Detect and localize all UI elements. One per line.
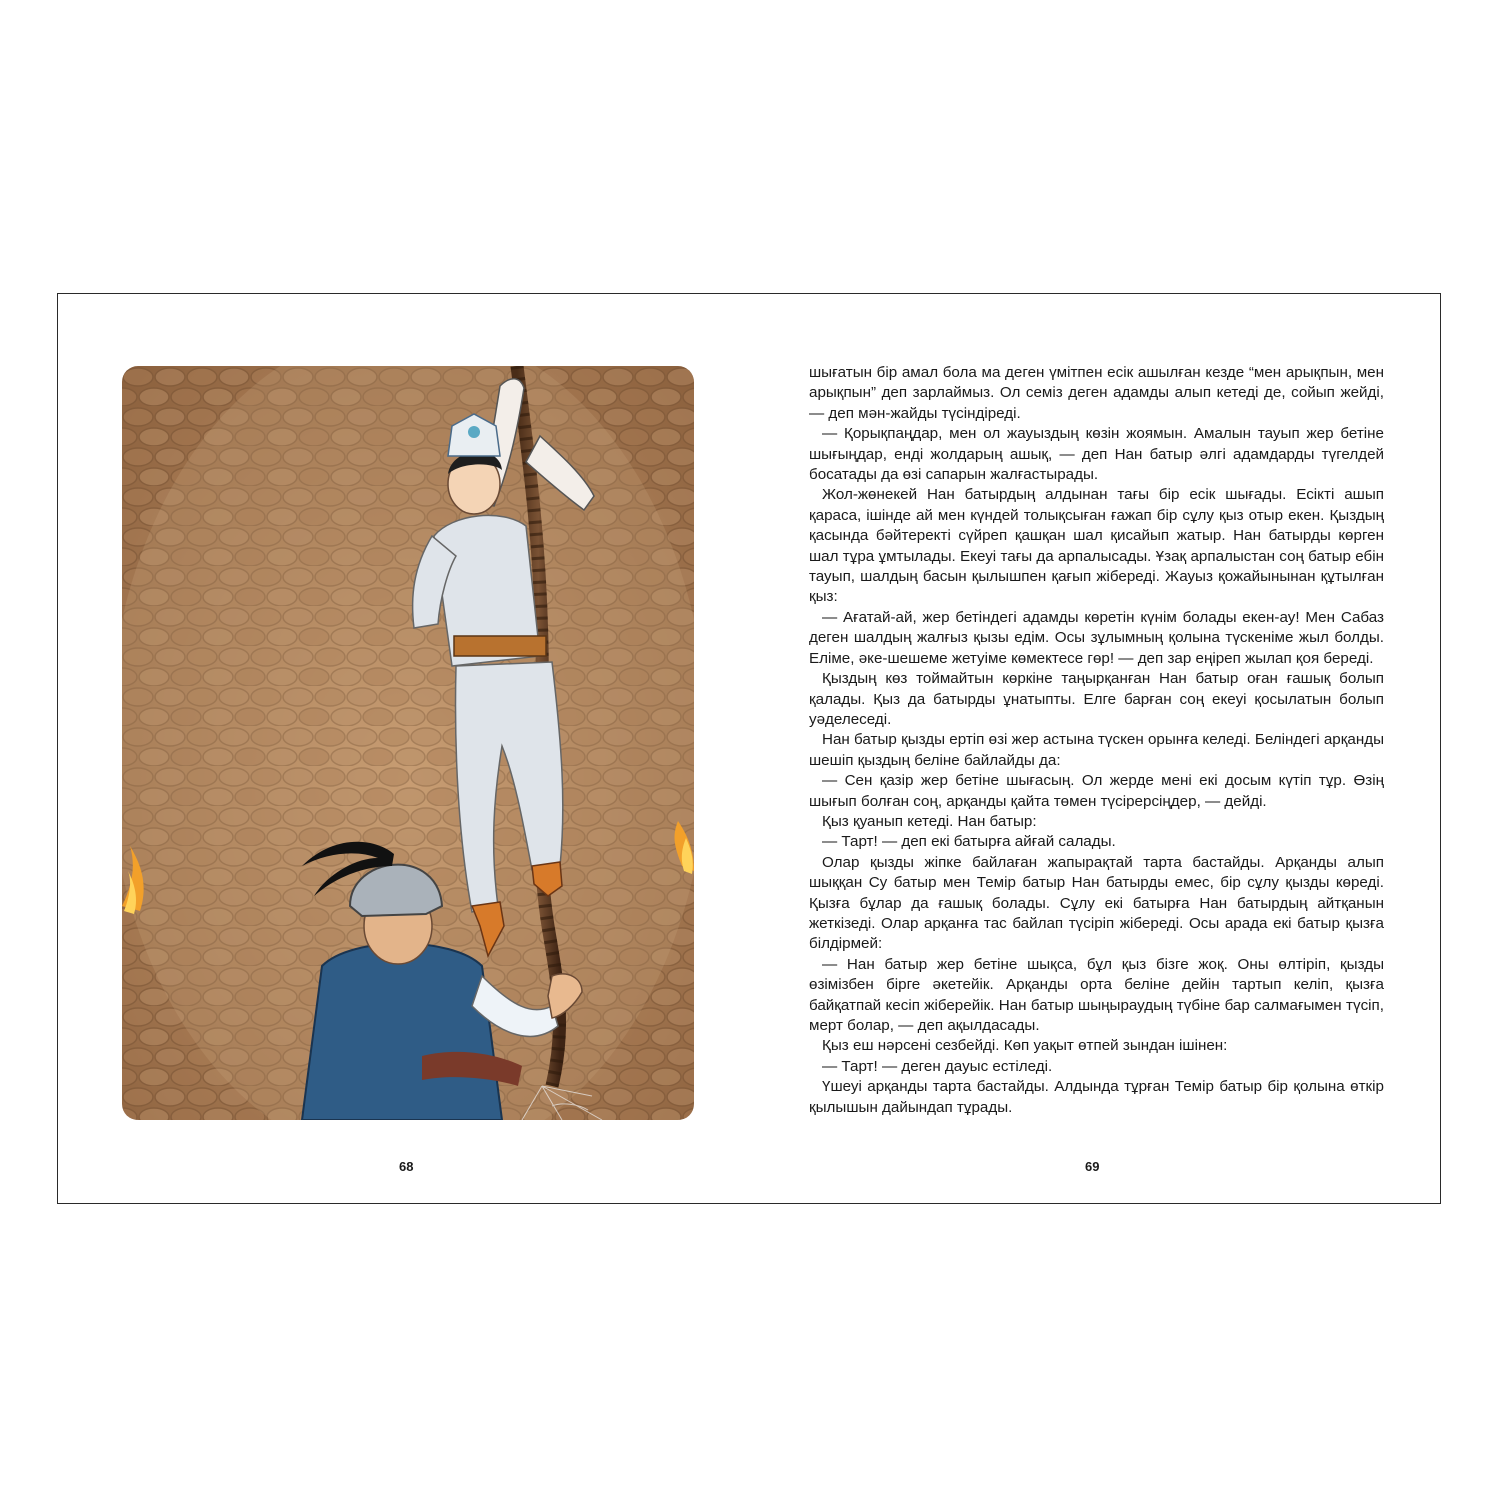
book-spread — [57, 293, 1441, 1204]
paragraph: Қыздың көз тоймайтын көркіне таңырқанған Нан батыр оған ғашық болып қалады. Қыз да батырды ұнатыпты. Елге барған соң екеуі қосылатын болып уәделеседі. — [809, 670, 1384, 728]
page-number-left: 68 — [399, 1159, 414, 1174]
paragraph: Нан батыр қызды ертіп өзі жер астына түскен орынға келеді. Беліндегі арқанды шешіп қыздың беліне байлайды да: — [809, 731, 1384, 769]
page-number-right: 69 — [1085, 1159, 1100, 1174]
paragraph: — Қорықпаңдар, мен ол жауыздың көзін жоямын. Амалын тауып жер бетіне шығыңдар, енді жолдарың ашық, — деп Нан батыр әлгі адамдарды түгелдей босатады да өзі сапарын жалғастырады. — [809, 425, 1384, 484]
paragraph: Олар қызды жіпке байлаған жапырақтай тарта бастайды. Арқанды алып шыққан Су батыр мен Темір батыр Нан батырды емес, бір сұлу қызды көреді. Қызға бұлар да ғашық болады. Сұлу екі батырға Нан батырдың айтқанын жеткізеді. Олар арқанға тас байлап түсіріп жібереді. Осы арада екі батыр қызға білдірмей: — [809, 853, 1384, 953]
illustration — [122, 366, 694, 1120]
belt — [454, 636, 546, 656]
paragraph: Қыз қуанып кетеді. Нан батыр: — [822, 812, 1037, 830]
illustration-drawing — [122, 366, 694, 1120]
paragraph: — Тарт! — деген дауыс естіледі. — [822, 1057, 1053, 1075]
paragraph: шығатын бір амал бола ма деген үмітпен есік ашылған кезде “мен арықпын, мен арықпын” деп зарлаймыз. Ол семіз деген адамды алып кетеді де, сойып жейді, — деп мән-жайды түсіндіреді. — [809, 364, 1384, 422]
text-column — [809, 363, 1384, 1118]
paragraph: Жол-жөнекей Нан батырдың алдынан тағы бір есік шығады. Есікті ашып қараса, ішінде ай мен күндей толықсыған ғажап бір сұлу қыз отыр екен. Қыздың қасында бәйтеректі сүйреп қашқан шал қисайып жатыр. Нан батырды көрген шал тұра ұмтылады. Екеуі тағы да арпалысады. Ұзақ арпалыстан соң батыр ебін тауып, шалдың басын қылышпен қағып жібереді. Жауыз қожайынынан құтылған қыз: — [809, 486, 1384, 606]
paragraph: — Ағатай-ай, жер бетіндегі адамды көретін күнім болады екен-ау! Мен Сабаз деген шалдың жалғыз қызы едім. Осы зұлымның қолына түскеніме жыл болды. Еліме, әке-шешеме жетуіме көмектесе гөр! — деп зар еңіреп жылап қоя береді. — [809, 608, 1384, 667]
paragraph: Үшеуі арқанды тарта бастайды. Алдында тұрған Темір батыр бір қолына өткір қылышын дайындап тұрады. — [809, 1078, 1384, 1116]
paragraph: — Нан батыр жер бетіне шықса, бұл қыз бізге жоқ. Оны өлтіріп, қызды өзімізбен бірге әкетейік. Арқанды орта беліне дейін тартып келіп, қызға байқатпай кесіп жіберейік. Нан батыр шыңыраудың түбіне бар салмағымен түсіп, мерт болар, — деп ақылдасады. — [809, 955, 1384, 1034]
paragraph: — Тарт! — деп екі батырға айғай салады. — [822, 833, 1116, 851]
paragraph: — Сен қазір жер бетіне шығасың. Ол жерде мені екі досым күтіп тұр. Өзің шығып болған соң, арқанды қайта төмен түсірерсіңдер, — дейді. — [809, 772, 1384, 810]
paragraph: Қыз еш нәрсені сезбейді. Көп уақыт өтпей зындан ішінен: — [822, 1037, 1228, 1055]
